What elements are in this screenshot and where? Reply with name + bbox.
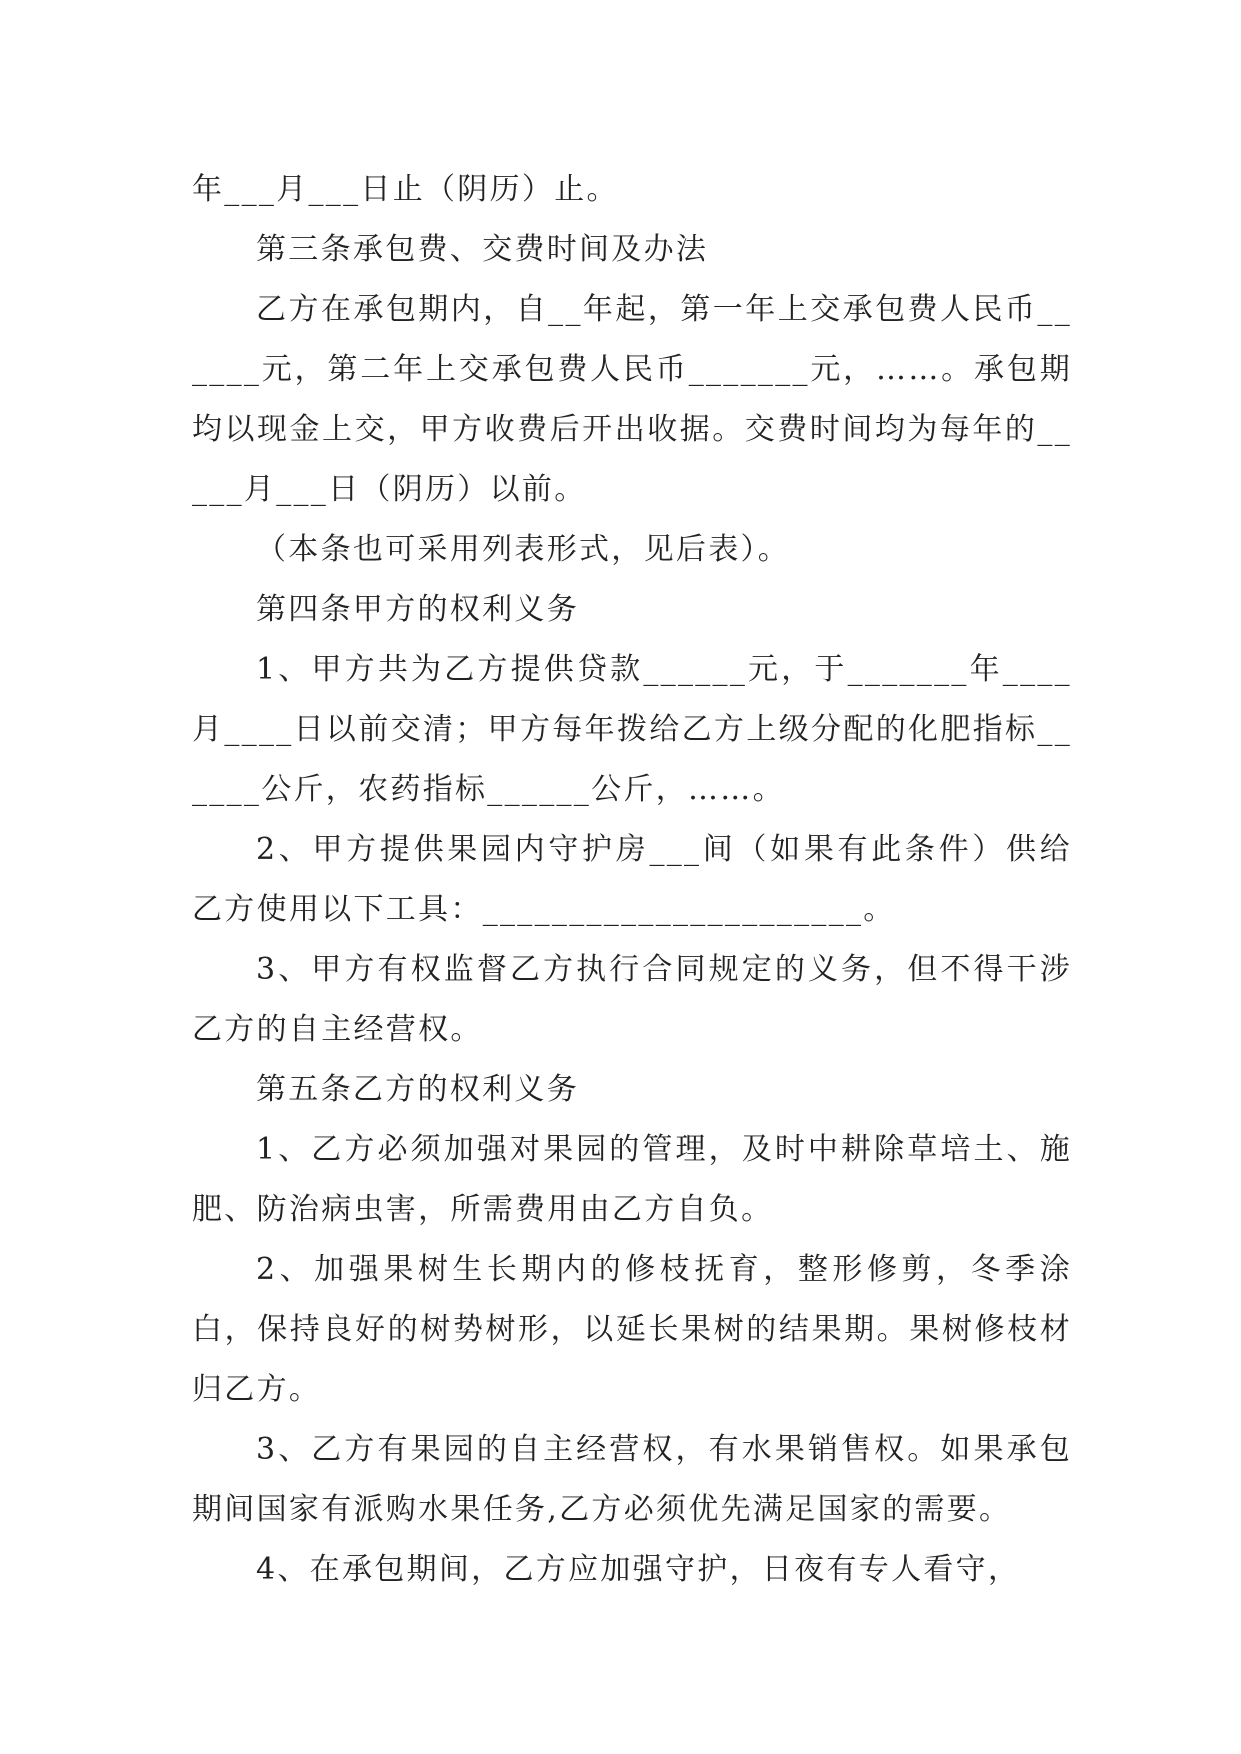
article-5-item-3: 3、乙方有果园的自主经营权，有水果销售权。如果承包期间国家有派购水果任务,乙方必须优先满足国家的需要。: [192, 1432, 1072, 1527]
article-3-heading: 第三条承包费、交费时间及办法: [256, 232, 709, 267]
article-4-item-2: 2、甲方提供果园内守护房___间（如果有此条件）供给乙方使用以下工具：______________________。: [192, 832, 1072, 927]
article-5-heading: 第五条乙方的权利义务: [256, 1072, 579, 1107]
article-4-item-3: 3、甲方有权监督乙方执行合同规定的义务，但不得干涉乙方的自主经营权。: [192, 952, 1072, 1047]
article-5-item-4: 4、在承包期间，乙方应加强守护，日夜有专人看守，: [256, 1552, 1021, 1587]
paragraph-date-end: 年___月___日止（阴历）止。: [192, 172, 619, 207]
article-4-item-1: 1、甲方共为乙方提供贷款______元，于_______年____月____日以前交清；甲方每年拨给乙方上级分配的化肥指标______公斤，农药指标______公斤，……。: [192, 652, 1072, 807]
document-body: [192, 160, 1072, 1600]
article-4-heading: 第四条甲方的权利义务: [256, 592, 579, 627]
article-5-item-1: 1、乙方必须加强对果园的管理，及时中耕除草培土、施肥、防治病虫害，所需费用由乙方自负。: [192, 1132, 1072, 1227]
article-3-table-note: （本条也可采用列表形式，见后表）。: [256, 532, 791, 567]
article-5-item-2: 2、加强果树生长期内的修枝抚育，整形修剪，冬季涂白，保持良好的树势树形，以延长果树的结果期。果树修枝材归乙方。: [192, 1252, 1072, 1407]
article-3-fee-clause: 乙方在承包期内，自__年起，第一年上交承包费人民币______元，第二年上交承包费人民币_______元，……。承包期均以现金上交，甲方收费后开出收据。交费时间均为每年的_____月___日（阴历）以前。: [192, 292, 1072, 507]
